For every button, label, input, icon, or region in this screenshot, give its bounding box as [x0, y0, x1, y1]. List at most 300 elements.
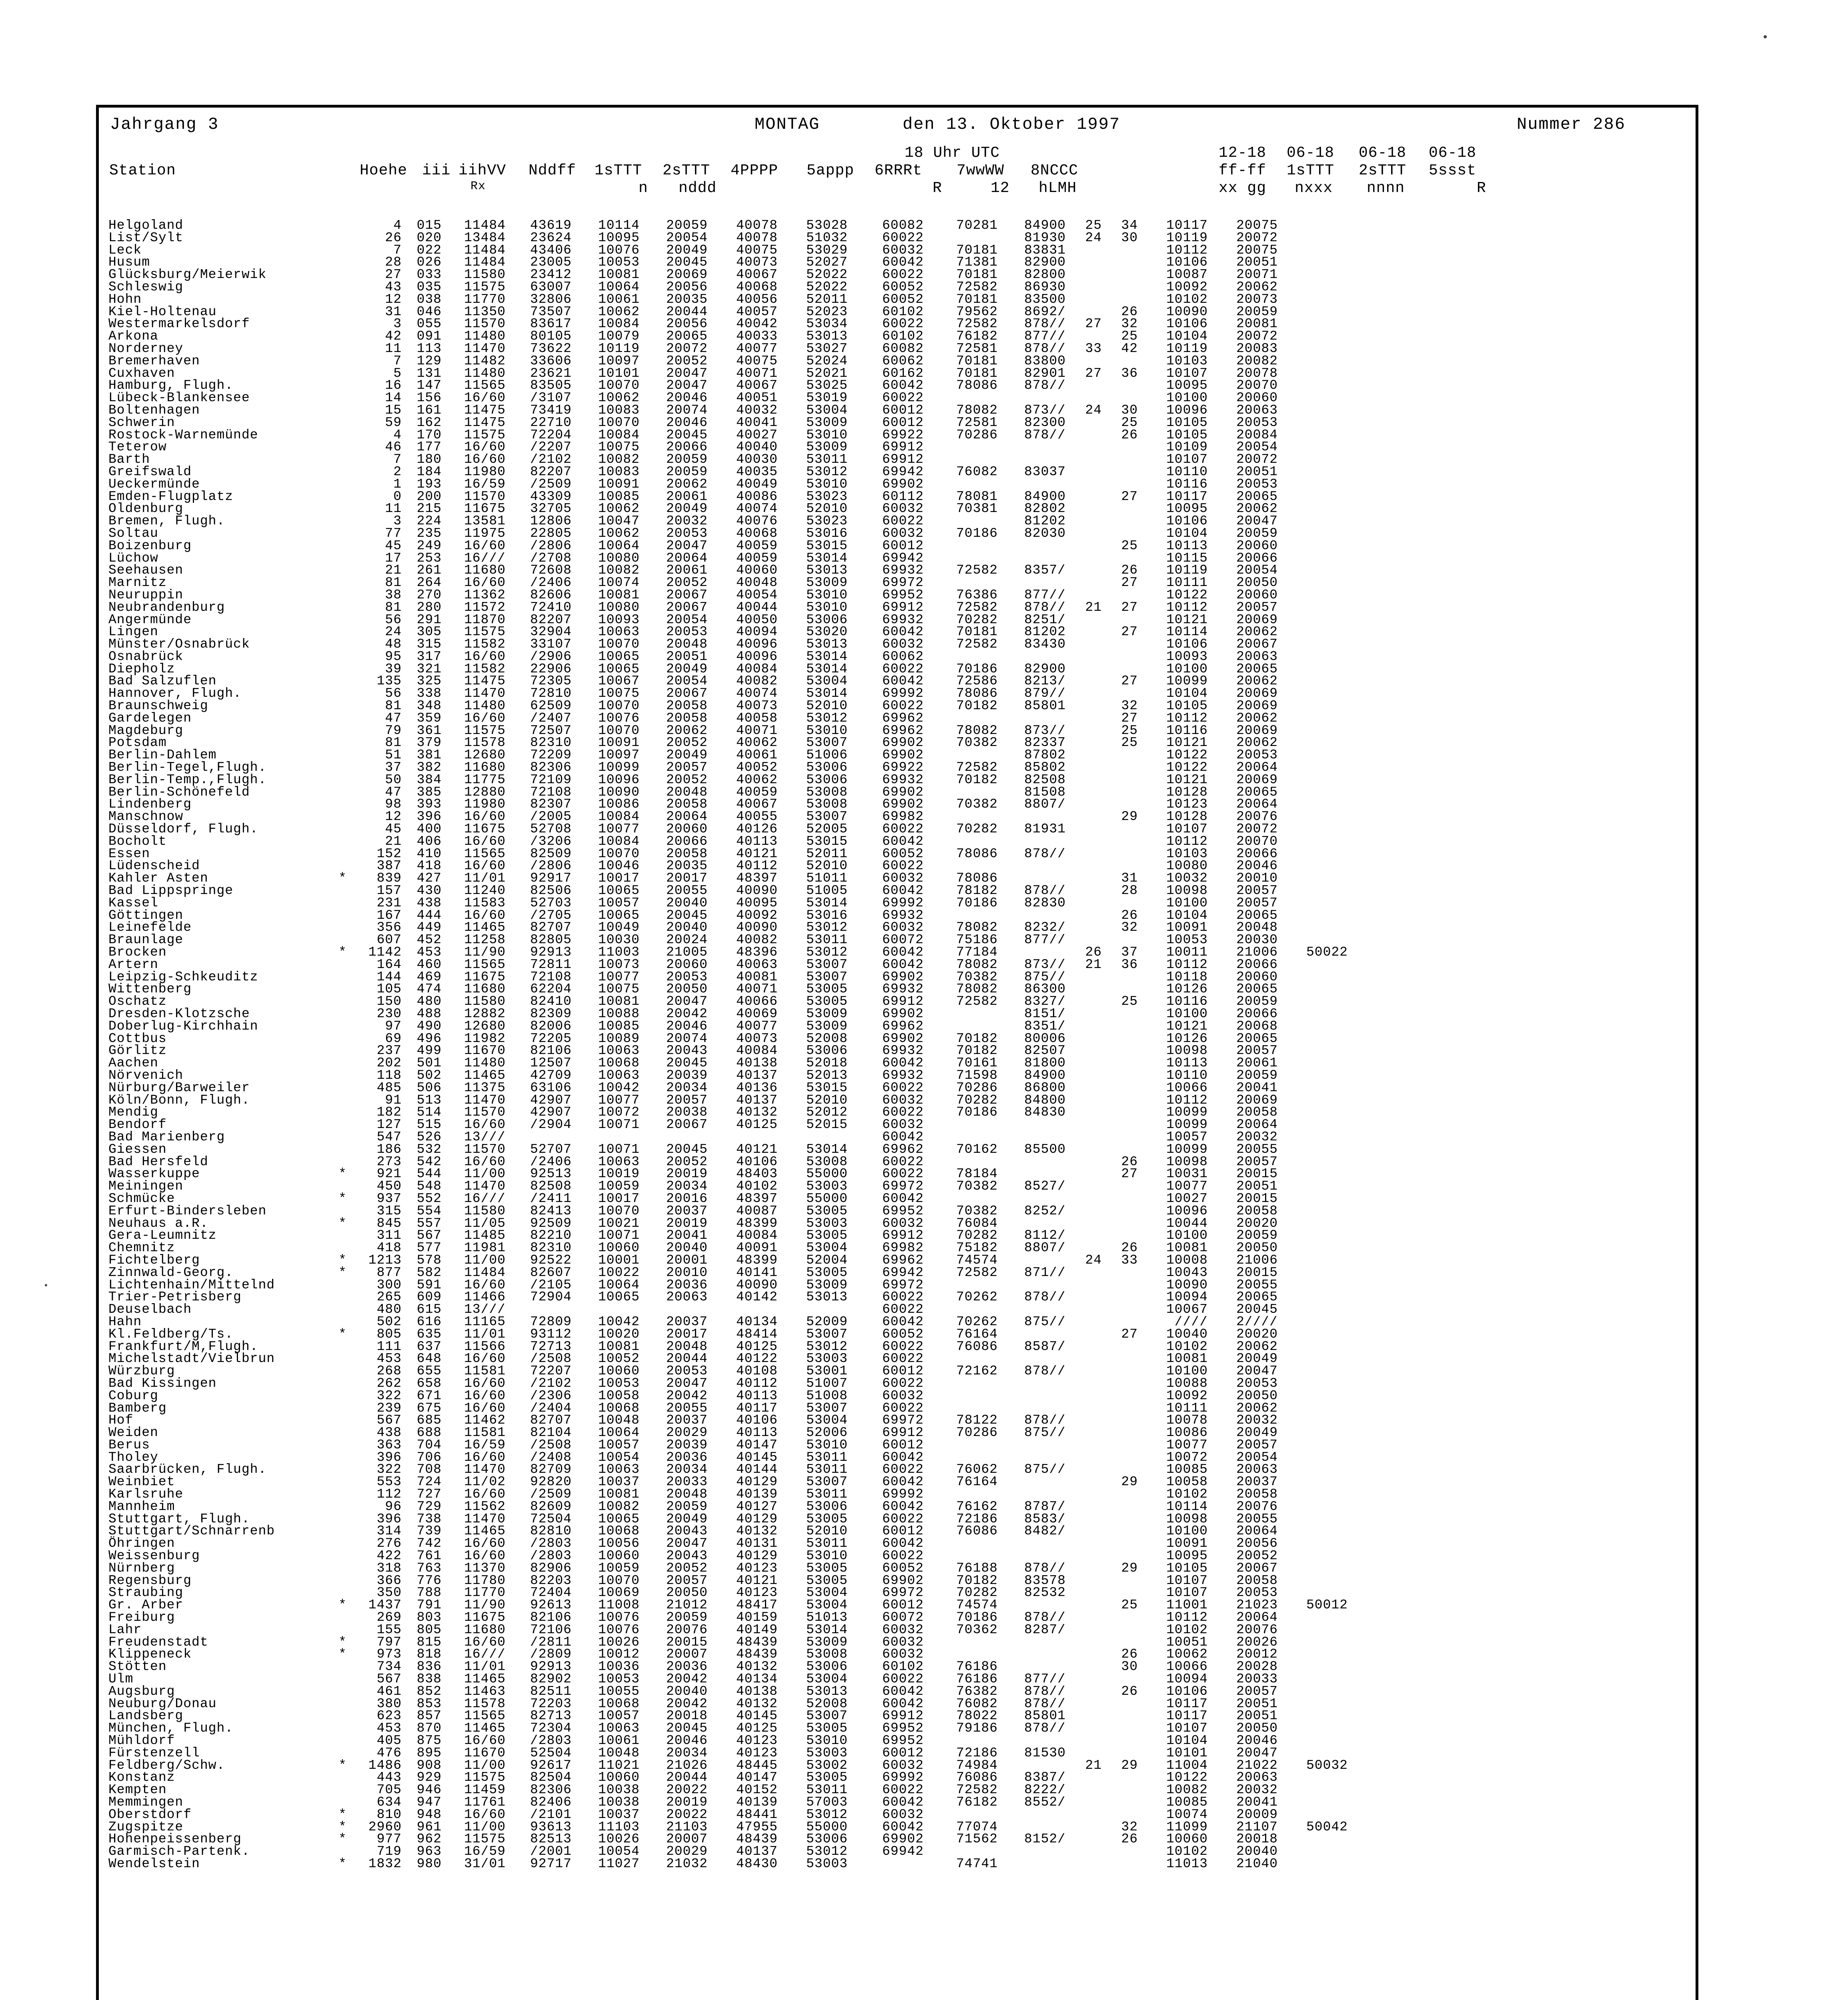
cell-g2sttt: 20059 [666, 454, 708, 466]
table-row [108, 515, 1685, 528]
cell-hoehe: 405 [376, 1735, 402, 1747]
cell-hoehe: 623 [376, 1710, 402, 1723]
cell-station: List/Sylt [108, 230, 184, 245]
cell-g5appp: 53014 [806, 650, 848, 663]
weekday-label: MONTAG [755, 115, 820, 134]
cell-hoehe: 547 [376, 1131, 402, 1144]
cell-g4pppp: 40071 [736, 367, 778, 380]
cell-g5appp: 53005 [806, 996, 848, 1008]
cell-g5ssst [1283, 1328, 1353, 1341]
cell-g5ssst [1283, 1304, 1353, 1316]
cell-t2-min: 20067 [1236, 1562, 1278, 1575]
cell-t1-max: 10100 [1166, 1365, 1208, 1378]
cell-t1-max: 10112 [1166, 1094, 1208, 1107]
cell-g4pppp [713, 1304, 783, 1316]
table-row [108, 651, 1685, 663]
cell-g5appp [783, 1304, 853, 1316]
cell-nddff: 82707 [530, 922, 572, 934]
cell-station: Neuruppin [108, 587, 184, 602]
cell-g4pppp: 40030 [736, 454, 778, 466]
cell-gg-max: 25 [1121, 737, 1138, 750]
cell-g6rrrt: 69902 [882, 737, 924, 750]
cell-ff-max [1071, 1267, 1107, 1279]
cell-g7wwww: 70382 [956, 737, 998, 750]
cell-g2sttt: 21032 [666, 1858, 708, 1870]
cell-hoehe: 50 [385, 774, 402, 786]
cell-nddff: 92913 [530, 1661, 572, 1674]
table-row [108, 1686, 1685, 1698]
cell-g7wwww: 79186 [956, 1722, 998, 1735]
col-1sttt-sub: n [639, 180, 648, 197]
cell-g7wwww [929, 1378, 1003, 1390]
cell-station: Boltenhagen [108, 402, 200, 418]
cell-g7wwww: 75182 [956, 1242, 998, 1254]
cell-g5appp: 53007 [806, 811, 848, 824]
cell-g1sttt: 10052 [598, 1353, 640, 1366]
cell-g2sttt: 20034 [666, 1747, 708, 1760]
cell-g6rrrt: 60032 [882, 503, 924, 516]
cell-g2sttt: 20043 [666, 1525, 708, 1538]
cell-g1sttt: 10063 [598, 1464, 640, 1476]
cell-station: Bremen, Flugh. [108, 514, 225, 529]
cell-nddff: 73622 [530, 342, 572, 355]
cell-t2-min: 20082 [1236, 355, 1278, 368]
cell-gg-max [1107, 1846, 1143, 1858]
cell-g5appp: 51006 [806, 749, 848, 762]
cell-g5appp: 53004 [806, 1414, 848, 1427]
cell-g5appp: 53020 [806, 626, 848, 639]
cell-iii: 947 [416, 1796, 442, 1809]
cell-g6rrrt: 69912 [882, 1427, 924, 1439]
cell-g7wwww: 70286 [956, 1082, 998, 1094]
cell-ihvv: 11165 [464, 1316, 506, 1328]
cell-station: Husum [108, 255, 150, 270]
cell-t2-min: 20033 [1236, 1673, 1278, 1686]
cell-g7wwww: 78182 [956, 885, 998, 897]
cell-hoehe: 396 [376, 1451, 402, 1464]
cell-g8nccc: 878// [1024, 885, 1066, 897]
cell-hoehe: 4 [393, 220, 402, 232]
cell-g8nccc [1003, 1735, 1071, 1747]
cell-ihvv: 16/60 [464, 577, 506, 589]
cell-g5appp: 53010 [806, 724, 848, 737]
cell-g5appp: 53014 [806, 663, 848, 676]
cell-hoehe: 38 [385, 589, 402, 602]
cell-g5appp: 53005 [806, 1266, 848, 1279]
cell-g5appp: 53012 [806, 1846, 848, 1858]
cell-g1sttt: 11008 [598, 1599, 640, 1612]
table-row [108, 959, 1685, 971]
cell-nddff: 72209 [530, 749, 572, 762]
table-row [108, 983, 1685, 996]
cell-g6rrrt: 69932 [882, 983, 924, 996]
cell-ff-max: 24 [1085, 1254, 1102, 1267]
cell-t2-min: 20057 [1236, 1439, 1278, 1452]
cell-g8nccc [1003, 836, 1071, 848]
cell-g2sttt: 20036 [666, 1451, 708, 1464]
cell-g4pppp: 40035 [736, 466, 778, 478]
cell-g6rrrt: 60042 [882, 1685, 924, 1698]
cell-g1sttt: 10021 [598, 1217, 640, 1230]
table-row [108, 1094, 1685, 1107]
cell-t1-max: 10122 [1166, 1772, 1208, 1784]
cell-ff-max [1071, 836, 1107, 848]
cell-g5ssst [1283, 1119, 1353, 1131]
cell-g6rrrt: 69932 [882, 564, 924, 577]
cell-nddff: 12507 [530, 1057, 572, 1070]
cell-g4pppp: 40113 [736, 1427, 778, 1439]
cell-g1sttt: 10081 [598, 1340, 640, 1353]
cell-g7wwww: 76162 [956, 1500, 998, 1513]
cell-t2-min: 20062 [1236, 1402, 1278, 1415]
cell-g1sttt: 10046 [598, 860, 640, 873]
cell-g7wwww [929, 1390, 1003, 1402]
cell-ff-max [1071, 712, 1107, 725]
cell-g7wwww: 70262 [956, 1291, 998, 1304]
cell-ihvv: 16/60 [464, 392, 506, 404]
cell-t2-min: 20015 [1236, 1266, 1278, 1279]
cell-iii: 131 [416, 367, 442, 380]
cell-ihvv: 16/59 [464, 1439, 506, 1452]
cell-g5appp: 53014 [806, 897, 848, 910]
cell-t2-min: 20057 [1236, 1685, 1278, 1698]
cell-iii: 526 [416, 1131, 442, 1144]
cell-g5appp: 53011 [806, 1488, 848, 1501]
cell-g2sttt: 20042 [666, 1673, 708, 1686]
cell-ff-max [1071, 675, 1107, 688]
cell-ihvv: 11575 [464, 429, 506, 442]
cell-g5ssst [1283, 1218, 1353, 1230]
cell-t2-min: 20058 [1236, 1205, 1278, 1218]
cell-nddff: 93112 [530, 1328, 572, 1341]
cell-ihvv: 11583 [464, 897, 506, 910]
cell-g8nccc: 871// [1024, 1266, 1066, 1279]
cell-ihvv: 13/// [464, 1304, 506, 1316]
cell-iii: 513 [416, 1094, 442, 1107]
cell-g6rrrt: 69992 [882, 897, 924, 910]
cell-nddff: /2811 [530, 1636, 572, 1649]
cell-g5ssst [1283, 959, 1353, 971]
cell-ihvv: 11484 [464, 220, 506, 232]
cell-g1sttt: 10084 [598, 429, 640, 442]
cell-hoehe: 11 [385, 342, 402, 355]
cell-station: Lichtenhain/Mittelnd [108, 1277, 275, 1292]
cell-ihvv: 11/00 [464, 1759, 506, 1772]
cell-nddff: /3107 [530, 392, 572, 404]
cell-g5ssst [1283, 848, 1353, 860]
cell-iii: 685 [416, 1414, 442, 1427]
cell-g5appp: 53011 [806, 934, 848, 947]
cell-t1-max: 10105 [1166, 1562, 1208, 1575]
cell-iii: 156 [416, 392, 442, 404]
cell-g6rrrt: 60022 [882, 700, 924, 712]
cell-g4pppp: 40102 [736, 1180, 778, 1193]
cell-gg-max [1107, 380, 1143, 392]
cell-station: Hohenpeissenberg * [108, 1832, 347, 1847]
cell-t1-max: 10092 [1166, 1390, 1208, 1402]
cell-g4pppp: 40129 [736, 1550, 778, 1562]
table-row [108, 749, 1685, 762]
cell-ff-max [1071, 1722, 1107, 1735]
cell-hoehe: 356 [376, 922, 402, 934]
cell-g7wwww: 76164 [956, 1328, 998, 1341]
cell-ff-max [1071, 971, 1107, 984]
cell-nddff: 73507 [530, 306, 572, 318]
cell-g4pppp: 40068 [736, 527, 778, 540]
cell-g5appp: 52012 [806, 1106, 848, 1119]
cell-g1sttt: 10081 [598, 589, 640, 602]
cell-hoehe: 31 [385, 306, 402, 318]
cell-ihvv: 11465 [464, 1722, 506, 1735]
cell-ihvv: 11562 [464, 1500, 506, 1513]
cell-nddff: 43309 [530, 490, 572, 503]
cell-nddff: 80105 [530, 330, 572, 343]
cell-t2-min: 20055 [1236, 1279, 1278, 1292]
cell-g2sttt: 20022 [666, 1808, 708, 1821]
cell-t2-min: 20062 [1236, 1340, 1278, 1353]
cell-station: Greifswald [108, 464, 192, 479]
cell-g6rrrt: 60042 [882, 1500, 924, 1513]
cell-g5appp: 53014 [806, 688, 848, 700]
cell-g5ssst [1283, 922, 1353, 934]
cell-iii: 542 [416, 1156, 442, 1168]
cell-nddff: 22710 [530, 416, 572, 429]
cell-ff-max [1071, 1378, 1107, 1390]
cell-t1-max: 10104 [1166, 330, 1208, 343]
cell-g5appp: 53004 [806, 675, 848, 688]
cell-g6rrrt: 69992 [882, 688, 924, 700]
cell-nddff [511, 1304, 577, 1316]
cell-nddff: 72109 [530, 774, 572, 786]
cell-g6rrrt: 60112 [882, 490, 924, 503]
cell-g8nccc: 83430 [1024, 638, 1066, 651]
cell-g6rrrt: 69992 [882, 1488, 924, 1501]
cell-g6rrrt: 60022 [882, 515, 924, 528]
cell-t2-min: 20078 [1236, 367, 1278, 380]
cell-g2sttt: 20024 [666, 934, 708, 947]
cell-hoehe: 977 [376, 1833, 402, 1846]
cell-t1-max: 11004 [1166, 1759, 1208, 1772]
cell-hoehe: 937 [376, 1192, 402, 1205]
cell-hoehe: 16 [385, 380, 402, 392]
cell-gg-max [1107, 281, 1143, 294]
cell-g2sttt: 20053 [666, 626, 708, 639]
col-ff-sub: xx gg [1219, 180, 1267, 197]
cell-hoehe: 81 [385, 737, 402, 750]
cell-gg-max: 26 [1121, 1648, 1138, 1661]
cell-g6rrrt: 60032 [882, 872, 924, 885]
cell-nddff: 82207 [530, 466, 572, 478]
cell-t2-min: 20012 [1236, 1648, 1278, 1661]
cell-g5appp: 53005 [806, 983, 848, 996]
cell-g6rrrt: 60042 [882, 1316, 924, 1328]
cell-iii: 280 [416, 601, 442, 614]
cell-iii: 791 [416, 1599, 442, 1612]
cell-g8nccc [1003, 872, 1071, 885]
cell-station: Cottbus [108, 1031, 167, 1046]
cell-g8nccc [1003, 811, 1071, 823]
cell-hoehe: 1486 [368, 1759, 402, 1772]
cell-g6rrrt: 69932 [882, 1045, 924, 1058]
table-row [108, 836, 1685, 848]
cell-g6rrrt: 60022 [882, 1168, 924, 1181]
cell-g2sttt: 20039 [666, 1439, 708, 1452]
cell-hoehe: 1437 [368, 1599, 402, 1612]
cell-g6rrrt: 69942 [882, 552, 924, 565]
cell-ihvv: 11465 [464, 1525, 506, 1538]
cell-ff-max [1071, 256, 1107, 269]
cell-t1-max: 10100 [1166, 1230, 1208, 1242]
table-row [108, 798, 1685, 811]
cell-t1-max: 10100 [1166, 1008, 1208, 1020]
cell-t1-max: 11001 [1166, 1599, 1208, 1612]
cell-g7wwww [929, 712, 1003, 725]
cell-g2sttt: 20052 [666, 1562, 708, 1575]
cell-g7wwww: 76188 [956, 1562, 998, 1575]
cell-g2sttt: 20046 [666, 416, 708, 429]
cell-gg-max [1107, 1501, 1143, 1513]
cell-hoehe: 237 [376, 1045, 402, 1058]
cell-hoehe: 366 [376, 1574, 402, 1587]
cell-t1-max: 10128 [1166, 786, 1208, 799]
cell-station: Augsburg [108, 1684, 175, 1699]
cell-g4pppp: 40108 [736, 1365, 778, 1378]
table-row [108, 848, 1685, 860]
cell-ihvv: 11484 [464, 256, 506, 269]
cell-ihvv: 11258 [464, 934, 506, 947]
cell-g7wwww [929, 1809, 1003, 1821]
cell-ff-max [1071, 1501, 1107, 1513]
cell-iii: 452 [416, 934, 442, 947]
cell-iii: 895 [416, 1747, 442, 1760]
cell-g8nccc: 8251/ [1024, 614, 1066, 626]
cell-t1-max: 10103 [1166, 355, 1208, 368]
cell-gg-max: 37 [1121, 946, 1138, 959]
cell-g5appp: 53013 [806, 564, 848, 577]
cell-g5ssst [1283, 1673, 1353, 1686]
cell-g6rrrt: 69962 [882, 712, 924, 725]
cell-g7wwww [929, 1538, 1003, 1550]
cell-t1-max: 10011 [1166, 946, 1208, 959]
cell-g2sttt: 20015 [666, 1636, 708, 1649]
cell-iii: 224 [416, 515, 442, 528]
cell-gg-max: 26 [1121, 1242, 1138, 1254]
cell-g4pppp: 40062 [736, 774, 778, 786]
cell-t1-max: 10107 [1166, 1722, 1208, 1735]
cell-t1-max: 10088 [1166, 1377, 1208, 1390]
cell-g5appp: 53023 [806, 515, 848, 528]
cell-iii: 708 [416, 1464, 442, 1476]
cell-g2sttt: 20066 [666, 441, 708, 454]
cell-ff-max [1071, 1587, 1107, 1599]
cell-g2sttt: 20048 [666, 638, 708, 651]
mountain-station-mark: * [338, 1265, 347, 1280]
cell-g4pppp: 40090 [736, 922, 778, 934]
cell-gg-max [1107, 1316, 1143, 1328]
cell-gg-max: 29 [1121, 1562, 1138, 1575]
cell-g5ssst [1283, 1353, 1353, 1365]
cell-hoehe: 14 [385, 392, 402, 404]
cell-t1-max: 10114 [1166, 1500, 1208, 1513]
cell-g5appp: 53019 [806, 392, 848, 404]
cell-g7wwww: 78082 [956, 404, 998, 417]
cell-gg-max: 36 [1121, 958, 1138, 971]
cell-station: Zugspitze * [108, 1819, 347, 1834]
table-row [108, 1045, 1685, 1057]
cell-iii: 675 [416, 1402, 442, 1415]
cell-g4pppp: 40132 [736, 1661, 778, 1674]
cell-ff-max [1071, 454, 1107, 466]
cell-ihvv: 12680 [464, 749, 506, 762]
cell-g8nccc [1003, 860, 1071, 872]
cell-g2sttt: 20058 [666, 798, 708, 811]
cell-g5appp: 53007 [806, 1328, 848, 1341]
cell-gg-max [1107, 1587, 1143, 1599]
cell-g1sttt: 10053 [598, 1673, 640, 1686]
table-row [108, 417, 1685, 429]
cell-iii: 480 [416, 996, 442, 1008]
cell-g7wwww: 78082 [956, 983, 998, 996]
table-row [108, 1365, 1685, 1378]
cell-t1-max: 10117 [1166, 1710, 1208, 1723]
cell-g1sttt: 10064 [598, 540, 640, 552]
cell-station: Doberlug-Kirchhain [108, 1018, 258, 1034]
cell-g7wwww [929, 1131, 1003, 1144]
cell-g1sttt: 10053 [598, 256, 640, 269]
cell-g4pppp: 48399 [736, 1254, 778, 1267]
cell-g5appp: 51011 [806, 872, 848, 885]
cell-iii: 460 [416, 958, 442, 971]
cell-g8nccc: 81800 [1024, 1057, 1066, 1070]
cell-g5ssst [1283, 392, 1353, 404]
cell-g7wwww: 70382 [956, 798, 998, 811]
cell-g2sttt: 20053 [666, 527, 708, 540]
cell-g2sttt: 20059 [666, 466, 708, 478]
cell-station: Zinnwald-Georg. * [108, 1265, 347, 1280]
cell-t2-min: 20063 [1236, 1772, 1278, 1784]
cell-g4pppp: 40087 [736, 1205, 778, 1218]
cell-ihvv: 11770 [464, 293, 506, 306]
table-row [108, 1809, 1685, 1821]
cell-ihvv: 11570 [464, 1106, 506, 1119]
cell-g8nccc: 8222/ [1024, 1784, 1066, 1796]
cell-g5ssst [1283, 1205, 1353, 1218]
cell-station: Mannheim [108, 1499, 175, 1514]
cell-t2-min: 20066 [1236, 848, 1278, 860]
col-1sttt: 1sTTT [595, 162, 643, 179]
cell-ihvv: 11566 [464, 1340, 506, 1353]
cell-station: Wendelstein * [108, 1856, 347, 1871]
cell-station: Bremerhaven [108, 353, 200, 368]
cell-t2-min: 20054 [1236, 441, 1278, 454]
cell-ff-max [1071, 737, 1107, 749]
cell-g4pppp: 40147 [736, 1772, 778, 1784]
cell-iii: 338 [416, 688, 442, 700]
cell-g5ssst [1283, 417, 1353, 429]
cell-gg-max [1107, 971, 1143, 984]
cell-station: Kassel [108, 895, 158, 910]
cell-t1-max: 10113 [1166, 540, 1208, 552]
cell-g8nccc: 82300 [1024, 416, 1066, 429]
cell-g8nccc [1003, 478, 1071, 491]
cell-ff-max [1071, 269, 1107, 281]
cell-station: Fürstenzell [108, 1745, 200, 1760]
cell-t2-min: 20051 [1236, 1698, 1278, 1710]
cell-hoehe: 480 [376, 1304, 402, 1316]
cell-iii: 193 [416, 478, 442, 491]
cell-iii: 908 [416, 1759, 442, 1772]
cell-station: Meiningen [108, 1179, 184, 1194]
